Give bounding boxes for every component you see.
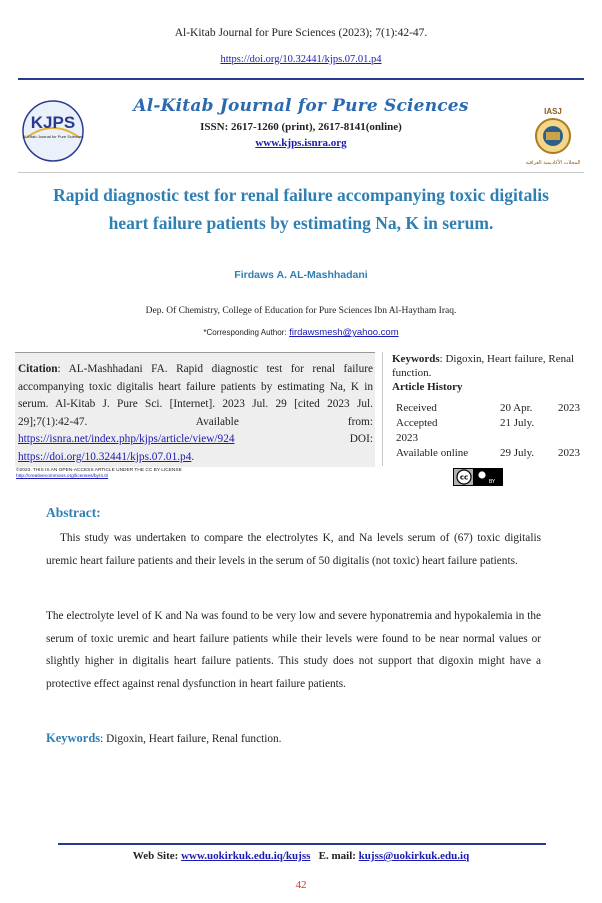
citation-body: : AL-Mashhadani FA. Rapid diagnostic test for renal failure accompanying toxic digitalis heart failure patients by estimating Na, K in serum. Al-Kitab J. Pure Sci. [Internet]. 2023 Jul. 29 [cited 2023 Jul. 29];7(1):42-47. Available from:	[18, 363, 373, 428]
citation-doi-link[interactable]: https://doi.org/10.32441/kjps.07.01.p4	[18, 450, 192, 463]
running-head: Al-Kitab Journal for Pure Sciences (2023); 7(1):42-47.	[174, 27, 428, 39]
history-year: 2023	[558, 402, 580, 414]
history-day: 20 Apr.	[500, 402, 533, 414]
sidebar-keywords-label: Keywords	[392, 353, 440, 365]
header-rule	[18, 78, 584, 80]
author-name: Firdaws A. AL-Mashhadani	[234, 269, 368, 281]
article-history-table	[396, 402, 592, 462]
abstract-keywords-text: : Digoxin, Heart failure, Renal function.	[100, 733, 282, 745]
footer-email-label: E. mail:	[318, 850, 356, 862]
journal-website-link[interactable]: www.kjps.isnra.org	[255, 137, 347, 149]
history-row-online	[396, 447, 592, 462]
history-year: 2023	[396, 432, 418, 444]
history-date	[500, 402, 580, 414]
abstract-paragraph: The electrolyte level of K and Na was found to be very low and severe hyponatremia and hypokalemia in the serum of toxic uremic and heart failure patients while their levels were found to be near normal values or slightly higher in digitalis heart failure patients. This study does not support that digoxin might have a protective effect against renal dysfunction in heart failure patients.	[46, 610, 541, 690]
doi-link[interactable]: https://doi.org/10.32441/kjps.07.01.p4	[220, 54, 382, 65]
kjps-logo-text: KJPS	[30, 113, 76, 132]
history-label: Available online	[396, 447, 469, 459]
history-row-accepted	[396, 417, 592, 432]
corresponding-label: *Corresponding Author:	[203, 328, 287, 337]
article-history-title: Article History	[392, 381, 463, 393]
citation-text	[18, 361, 373, 467]
footer-contact	[0, 850, 602, 862]
masthead-rule	[18, 172, 584, 173]
footer-email-link[interactable]: kujss@uokirkuk.edu.iq	[358, 850, 470, 862]
license-notice	[16, 468, 182, 480]
abstract-keywords	[46, 731, 282, 746]
kjps-logo-subtitle: Al-Kitab Journal for Pure Sciences	[22, 134, 84, 139]
cc-icon: cc	[459, 473, 469, 482]
history-row-received	[396, 402, 592, 417]
by-icon: BY	[488, 479, 496, 485]
footer-rule	[58, 843, 546, 845]
abstract-keywords-label: Keywords	[46, 731, 101, 745]
history-day: 21 July.	[500, 417, 535, 429]
iasj-logo-caption: المجلات الأكاديمية العراقية	[525, 160, 581, 166]
history-label: Accepted	[396, 417, 438, 429]
history-day: 29 July.	[500, 447, 535, 459]
citation-divider	[382, 352, 383, 466]
affiliation: Dep. Of Chemistry, College of Education for Pure Sciences Ibn Al-Haytham Iraq.	[145, 306, 457, 316]
abstract-heading: Abstract:	[46, 505, 101, 520]
corresponding-email-link[interactable]: firdawsmesh@yahoo.com	[289, 327, 399, 338]
abstract-paragraph: This study was undertaken to compare the electrolytes K, and Na levels serum of (67) toxic digitalis uremic heart failure patients and their levels in the serum of 50 digitalis (not toxic) heart failure patients.	[46, 532, 541, 567]
citation-label: Citation	[18, 363, 58, 375]
citation-article-link[interactable]: https://isnra.net/index.php/kjps/article/view/924	[18, 433, 235, 446]
issn: ISSN: 2617-1260 (print), 2617-8141(online)	[200, 121, 402, 133]
citation-doi-label: DOI:	[234, 433, 373, 446]
iasj-logo-text: IASJ	[544, 107, 562, 116]
history-date	[500, 447, 580, 459]
history-year: 2023	[558, 447, 580, 459]
history-row-accepted-year	[396, 432, 592, 447]
license-link[interactable]: http://creativecommons.org/licenses/by/4.0/	[16, 474, 109, 479]
journal-title: Al-Kitab Journal for Pure Sciences	[133, 96, 469, 116]
sidebar-keywords-text: : Digoxin, Heart failure, Renal function.	[392, 353, 575, 379]
footer-website-label: Web Site:	[132, 850, 179, 862]
iasj-logo	[524, 104, 582, 170]
footer-website-link[interactable]: www.uokirkuk.edu.iq/kujss	[181, 850, 311, 862]
article-title: Rapid diagnostic test for renal failure accompanying toxic digitalis heart failure patients by estimating Na, K in serum.	[53, 185, 549, 233]
cc-by-badge[interactable]	[453, 468, 503, 486]
corresponding-author	[0, 327, 602, 338]
history-label: Received	[396, 402, 437, 414]
page-number: 42	[295, 879, 307, 891]
sidebar-keywords	[392, 352, 592, 380]
history-date	[500, 417, 534, 429]
license-line: ©2023. THIS IS AN OPEN-ACCESS ARTICLE UNDER THE CC BY LICENSE	[16, 468, 182, 473]
citation-end: .	[191, 450, 195, 463]
